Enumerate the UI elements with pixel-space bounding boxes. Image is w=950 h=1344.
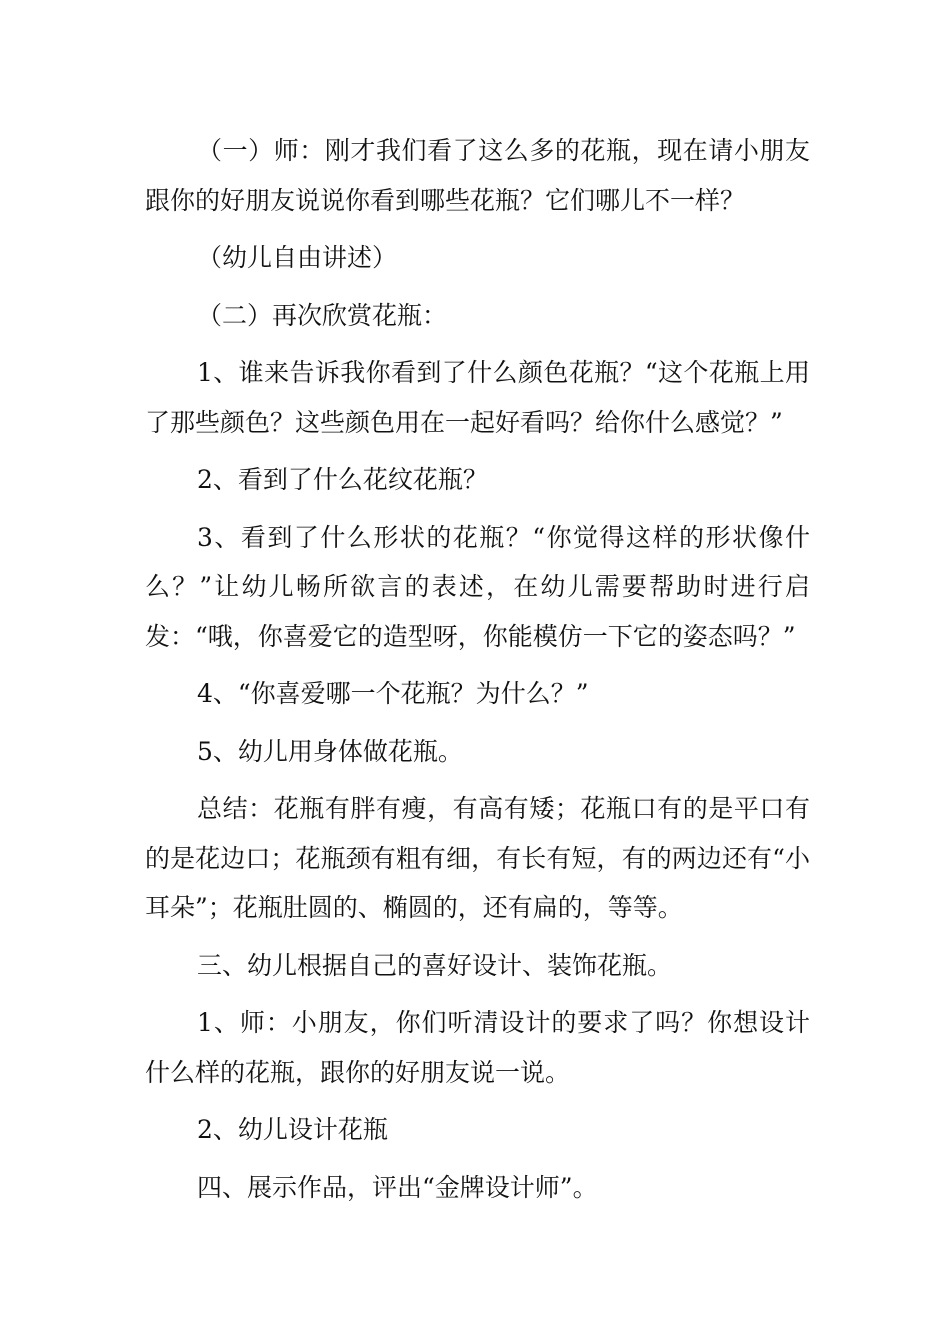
paragraph-section-three: 三、幼儿根据自己的喜好设计、装饰花瓶。 [197, 950, 673, 980]
paragraph-section-four: 四、展示作品，评出“金牌设计师”。 [197, 1172, 598, 1202]
paragraph-item-4-favorite: 4、“你喜爱哪一个花瓶？为什么？” [197, 679, 589, 708]
document-body [145, 126, 810, 1220]
paragraph-design-1: 1、师：小朋友，你们听清设计的要求了吗？你想设计什么样的花瓶，跟你的好朋友说一说。 [145, 1008, 810, 1087]
paragraph-section-two: （二）再次欣赏花瓶： [197, 300, 448, 330]
paragraph-item-1-color: 1、谁来告诉我你看到了什么颜色花瓶？“这个花瓶上用了那些颜色？这些颜色用在一起好看吗？给你什么感觉？” [145, 358, 810, 437]
paragraph-item-2-pattern: 2、看到了什么花纹花瓶？ [197, 465, 488, 494]
paragraph-design-2: 2、幼儿设计花瓶 [197, 1115, 388, 1144]
paragraph-item-5-body: 5、幼儿用身体做花瓶。 [197, 736, 463, 766]
paragraph-free-talk: （幼儿自由讲述） [197, 243, 398, 272]
paragraph-item-3-shape: 3、看到了什么形状的花瓶？“你觉得这样的形状像什么？”让幼儿畅所欲言的表述，在幼儿需要帮助时进行启发：“哦，你喜爱它的造型呀，你能模仿一下它的姿态吗？” [145, 522, 810, 651]
paragraph-intro-question: （一）师：刚才我们看了这么多的花瓶，现在请小朋友跟你的好朋友说说你看到哪些花瓶？它们哪儿不一样？ [145, 136, 810, 215]
paragraph-summary: 总结：花瓶有胖有瘦，有高有矮；花瓶口有的是平口有的是花边口；花瓶颈有粗有细，有长有短，有的两边还有“小耳朵”；花瓶肚圆的、椭圆的，还有扁的，等等。 [145, 794, 810, 922]
